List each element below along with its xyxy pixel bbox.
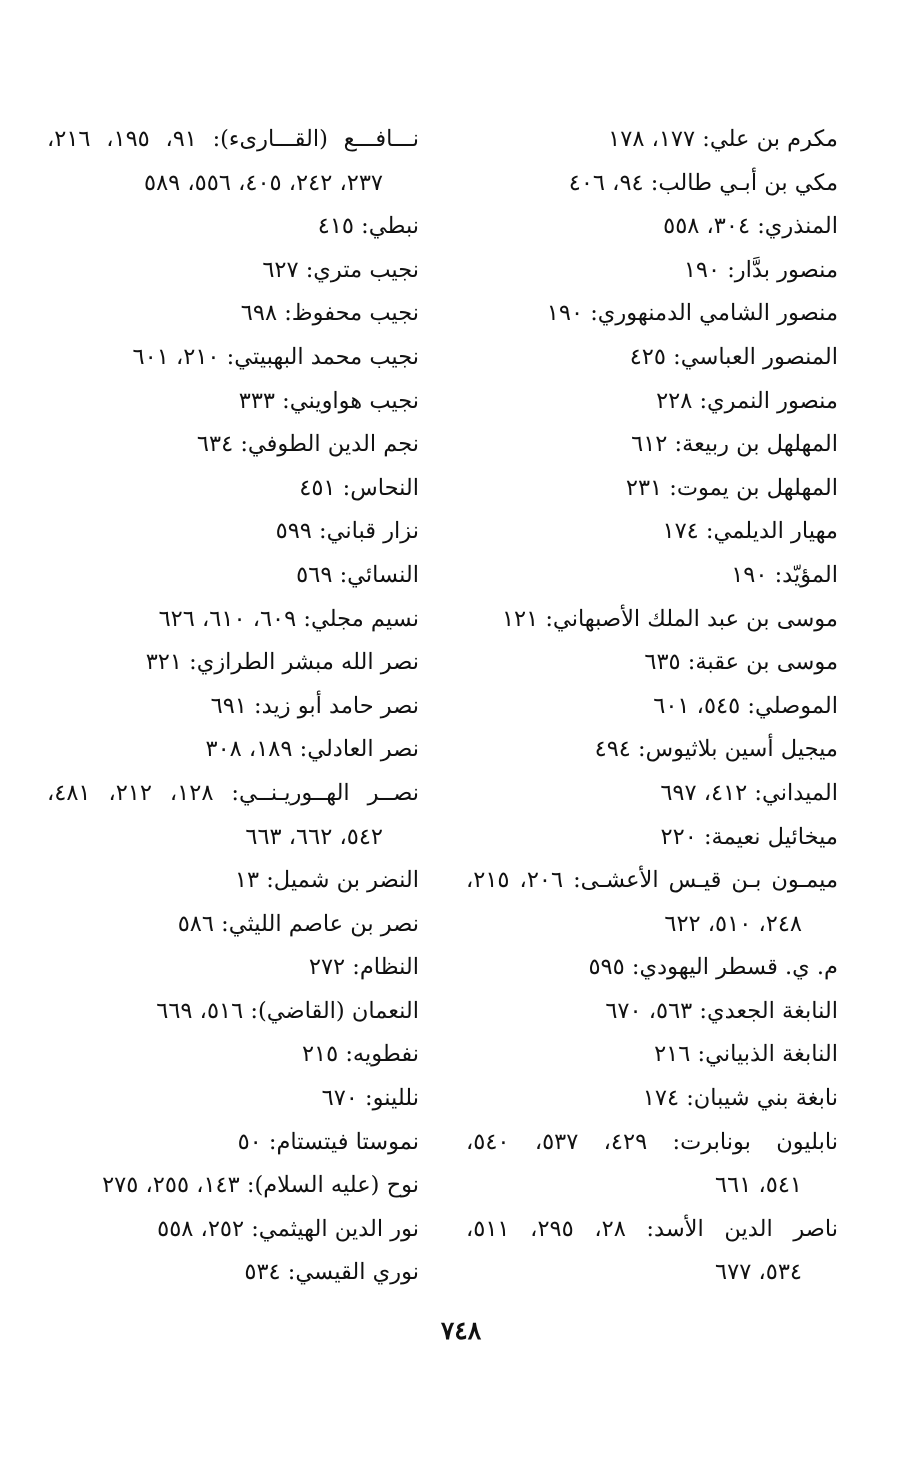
- index-entry-text: نزار قباني: ٥٩٩: [275, 518, 419, 545]
- index-entry: [47, 946, 419, 990]
- index-entry-text: النابغة الذبياني: ٢١٦: [654, 1041, 838, 1068]
- index-entry: [47, 1208, 419, 1252]
- index-entry: [47, 380, 419, 424]
- index-entry: [47, 467, 419, 511]
- index-entry-text: المؤيّد: ١٩٠: [731, 561, 838, 588]
- index-entry: [466, 990, 838, 1034]
- index-entry: [466, 859, 838, 946]
- index-entry: [47, 336, 419, 380]
- index-entry: [466, 249, 838, 293]
- index-entry: [47, 205, 419, 249]
- index-entry: [466, 641, 838, 685]
- index-entry-text: مكي بن أبـي طالب: ٩٤، ٤٠٦: [568, 169, 838, 196]
- index-entry-text: الموصلي: ٥٤٥، ٦٠١: [653, 692, 838, 719]
- index-entry: [47, 1164, 419, 1208]
- index-entry-text: موسى بن عبد الملك الأصبهاني: ١٢١: [501, 605, 838, 632]
- index-entry-text: المهلهل بن يموت: ٢٣١: [625, 474, 838, 501]
- index-entry: [466, 380, 838, 424]
- index-entry-text: نجم الدين الطوفي: ٦٣٤: [196, 431, 419, 458]
- index-entry: [47, 772, 419, 859]
- index-entry-text: نصــر الهــوريـنــي: ١٢٨، ٢١٢، ٤٨١،: [47, 779, 419, 806]
- index-entry: [466, 598, 838, 642]
- index-entry-text: ميخائيل نعيمة: ٢٢٠: [660, 823, 838, 850]
- index-entry: [466, 772, 838, 816]
- index-entry: [47, 1251, 419, 1295]
- index-entry-text: نـــافـــع (القـــارىء): ٩١، ١٩٥، ٢١٦،: [47, 126, 419, 152]
- index-entry-text: ميمـون بـن قيـس الأعشـى: ٢٠٦، ٢١٥،: [466, 867, 838, 894]
- index-entry: [47, 598, 419, 642]
- index-entry: [466, 336, 838, 380]
- index-entry: [47, 423, 419, 467]
- index-entry-text: نصر بن عاصم الليثي: ٥٨٦: [177, 910, 419, 937]
- index-entry-text: نسيم مجلي: ٦٠٩، ٦١٠، ٦٢٦: [158, 605, 419, 632]
- index-entry-text: النسائي: ٥٦٩: [296, 561, 419, 588]
- index-entry: [466, 685, 838, 729]
- index-entry-text: النضر بن شميل: ١٣: [234, 867, 419, 894]
- index-entry-text: نصر حامد أبو زيد: ٦٩١: [210, 692, 419, 719]
- index-entry-text: ميجيل أسين بلاثيوس: ٤٩٤: [594, 736, 838, 763]
- index-entry: [466, 946, 838, 990]
- index-entry: [466, 467, 838, 511]
- index-entry: [466, 292, 838, 336]
- index-entry: [47, 510, 419, 554]
- index-entry-text: النحاس: ٤٥١: [299, 474, 419, 501]
- index-entry-continuation: ٥٤٢، ٦٦٢، ٦٦٣: [245, 823, 383, 850]
- index-entry-text: مكرم بن علي: ١٧٧، ١٧٨: [608, 126, 838, 152]
- index-entry-text: المهلهل بن ربيعة: ٦١٢: [631, 431, 838, 458]
- index-entry: [466, 162, 838, 206]
- index-entry: [47, 685, 419, 729]
- index-entry: [466, 1077, 838, 1121]
- index-entry-text: نوري القيسي: ٥٣٤: [244, 1259, 419, 1286]
- index-entry: [47, 118, 419, 205]
- index-entry-text: المنصور العباسي: ٤٢٥: [629, 343, 838, 370]
- index-entry-continuation: ٥٤١، ٦٦١: [715, 1172, 802, 1199]
- index-entry-text: نابغة بني شيبان: ١٧٤: [642, 1085, 838, 1112]
- index-entry: [47, 859, 419, 903]
- index-entry-text: نصر الله مبشر الطرازي: ٣٢١: [145, 649, 419, 676]
- index-entry-text: نجيب محمد البهبيتي: ٢١٠، ٦٠١: [132, 343, 419, 370]
- index-entry: [47, 1033, 419, 1077]
- index-entry: [47, 990, 419, 1034]
- index-entry: [47, 1121, 419, 1165]
- index-entry-text: نفطويه: ٢١٥: [301, 1041, 419, 1068]
- index-entry-text: ناصر الدين الأسد: ٢٨، ٢٩٥، ٥١١،: [466, 1215, 838, 1242]
- index-entry-text: نور الدين الهيثمي: ٢٥٢، ٥٥٨: [157, 1215, 419, 1242]
- index-entry: [466, 1121, 838, 1208]
- index-column-right: [466, 118, 838, 1295]
- index-entry-continuation: ٢٤٨، ٥١٠، ٦٢٢: [664, 910, 802, 937]
- index-entry: [466, 205, 838, 249]
- index-entry: [466, 1033, 838, 1077]
- index-entry: [466, 554, 838, 598]
- index-entry-text: النابغة الجعدي: ٥٦٣، ٦٧٠: [605, 997, 838, 1024]
- index-entry: [466, 118, 838, 162]
- page-number: ٧٤٨: [440, 1316, 482, 1345]
- index-entry-text: نبطي: ٤١٥: [317, 213, 419, 240]
- index-entry-text: المنذري: ٣٠٤، ٥٥٨: [663, 213, 838, 240]
- index-entry-text: نجيب متري: ٦٢٧: [262, 256, 419, 283]
- index-entry-text: م. ي. قسطر اليهودي: ٥٩٥: [588, 954, 838, 981]
- index-entry-text: نللينو: ٦٧٠: [321, 1085, 419, 1112]
- index-entry-text: منصور بدَّار: ١٩٠: [683, 256, 838, 283]
- index-entry-text: نجيب محفوظ: ٦٩٨: [240, 300, 419, 327]
- index-entry: [466, 510, 838, 554]
- index-entry: [466, 728, 838, 772]
- index-entry: [47, 728, 419, 772]
- index-entry-text: الميداني: ٤١٢، ٦٩٧: [660, 779, 838, 806]
- index-entry-text: نجيب هواويني: ٣٣٣: [238, 387, 419, 414]
- index-entry: [47, 1077, 419, 1121]
- index-entry-continuation: ٢٣٧، ٢٤٢، ٤٠٥، ٥٥٦، ٥٨٩: [143, 169, 383, 196]
- index-entry: [47, 292, 419, 336]
- index-entry-text: منصور الشامي الدمنهوري: ١٩٠: [546, 300, 838, 327]
- index-entry-text: منصور النمري: ٢٢٨: [656, 387, 838, 414]
- index-entry: [47, 554, 419, 598]
- index-entry: [47, 641, 419, 685]
- index-entry-text: موسى بن عقبة: ٦٣٥: [644, 649, 838, 676]
- index-entry-text: النظام: ٢٧٢: [308, 954, 419, 981]
- index-entry: [466, 1208, 838, 1295]
- index-column-left: [47, 118, 419, 1295]
- index-entry-text: نصر العادلي: ١٨٩، ٣٠٨: [205, 736, 419, 763]
- index-entry: [47, 249, 419, 293]
- index-entry-text: نابليون بونابرت: ٤٢٩، ٥٣٧، ٥٤٠،: [466, 1128, 838, 1155]
- index-entry-text: نوح (عليه السلام): ١٤٣، ٢٥٥، ٢٧٥: [102, 1172, 419, 1199]
- index-entry-continuation: ٥٣٤، ٦٧٧: [715, 1259, 802, 1286]
- index-entry: [466, 816, 838, 860]
- index-entry-text: مهيار الديلمي: ١٧٤: [662, 518, 838, 545]
- index-entry: [47, 903, 419, 947]
- index-entry-text: النعمان (القاضي): ٥١٦، ٦٦٩: [156, 997, 419, 1024]
- index-entry-text: نموستا فيتستام: ٥٠: [237, 1128, 419, 1155]
- index-entry: [466, 423, 838, 467]
